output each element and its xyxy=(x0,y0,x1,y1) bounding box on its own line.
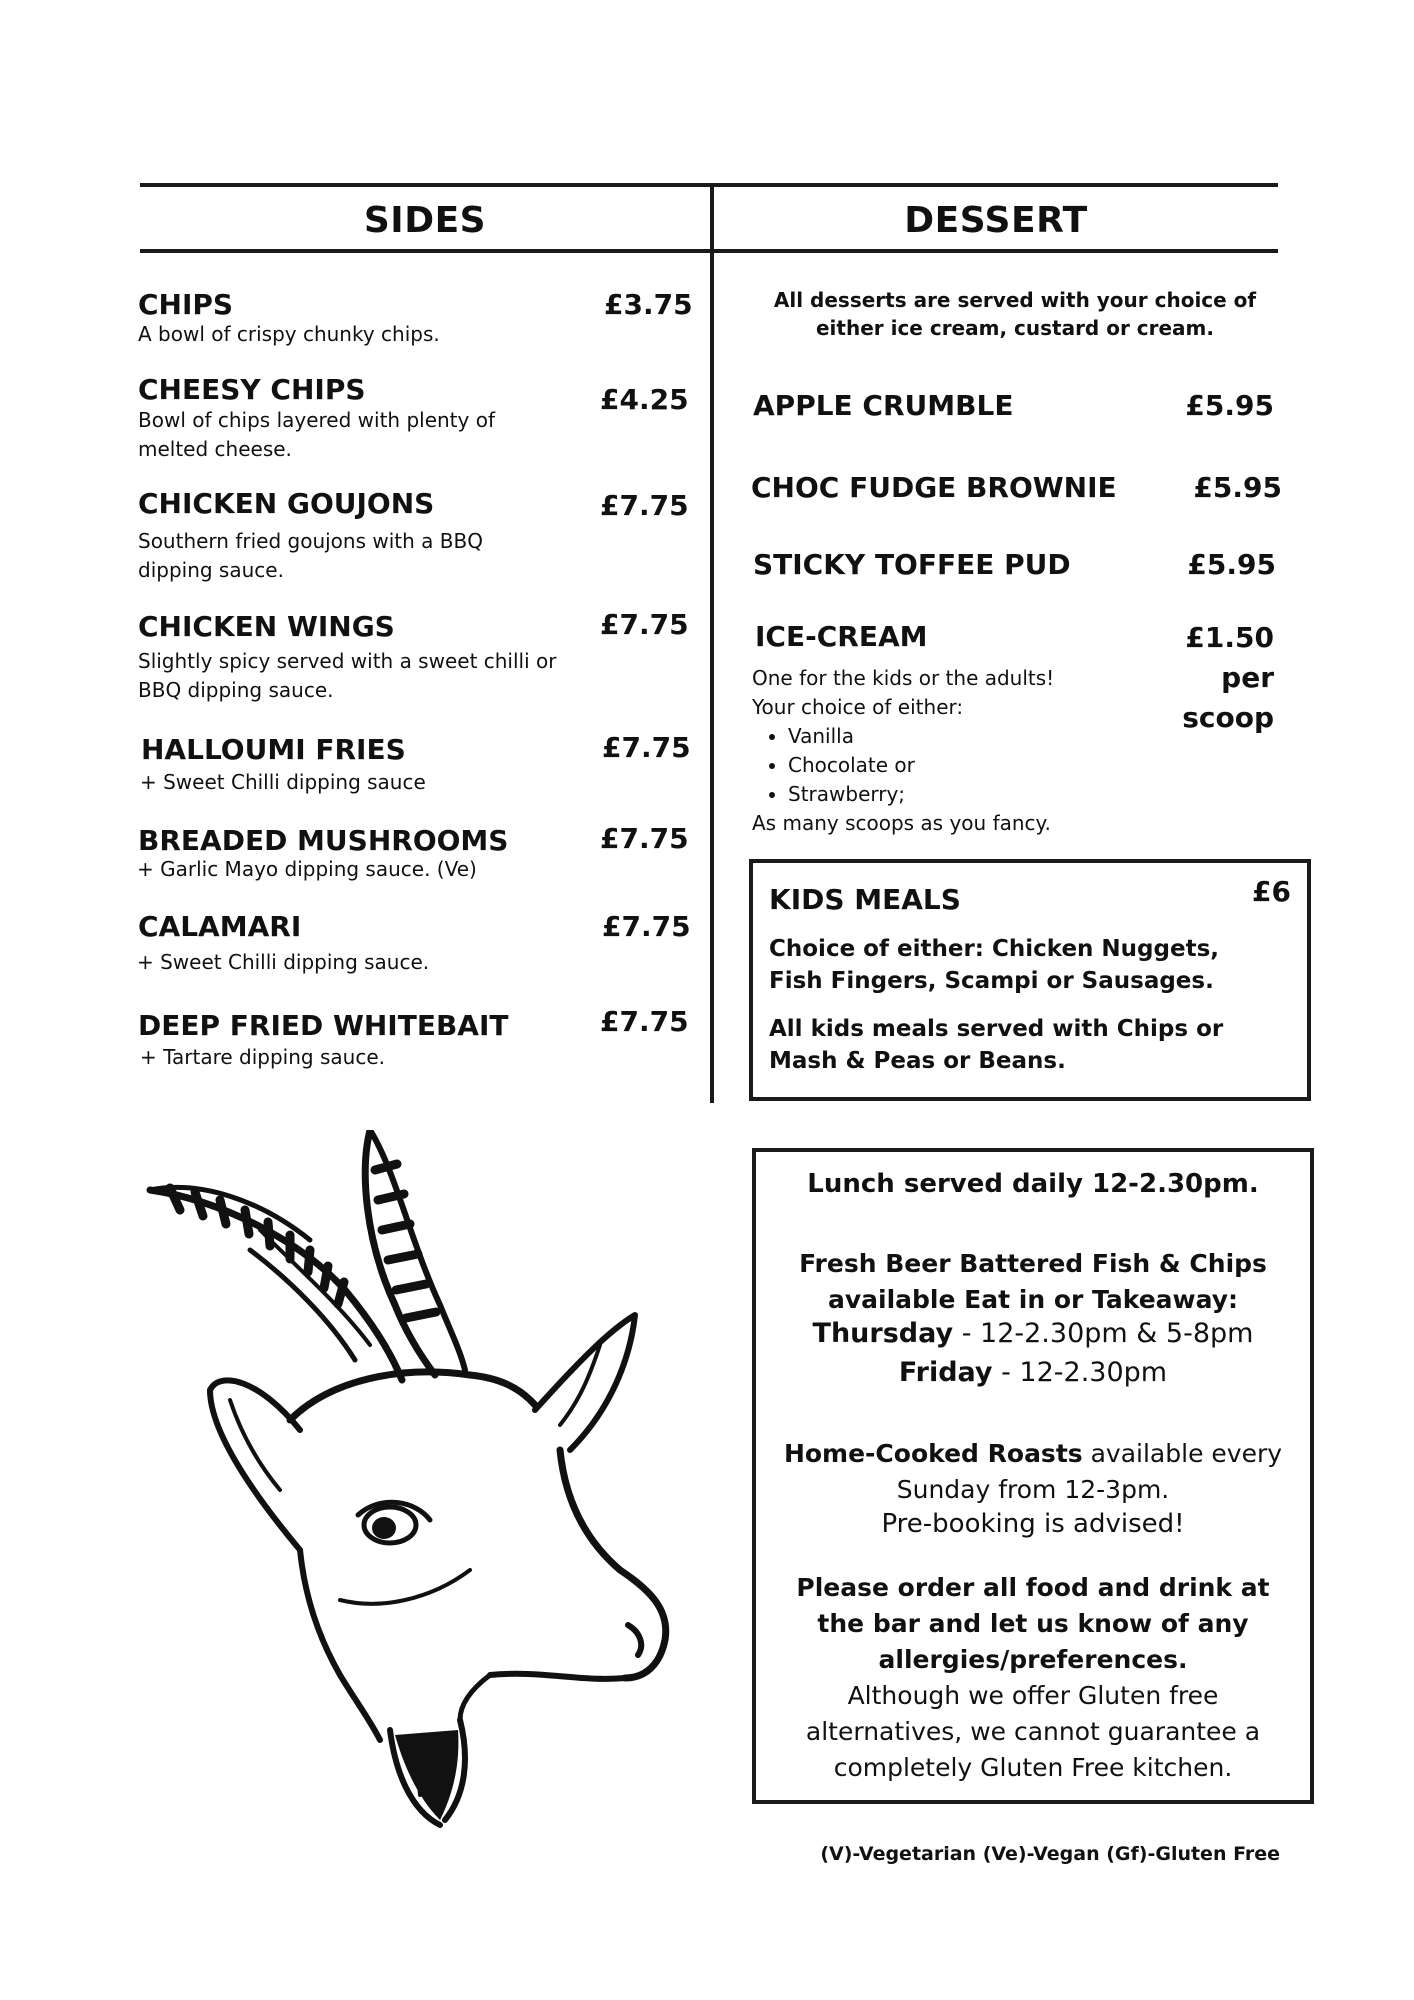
dessert-title: DESSERT xyxy=(904,200,1088,241)
side-name: BREADED MUSHROOMS xyxy=(138,824,509,857)
top-rule xyxy=(140,183,1278,187)
thursday-time: - 12-2.30pm & 5-8pm xyxy=(953,1318,1254,1349)
flavour-item: • Chocolate or xyxy=(788,751,1132,780)
dessert-price: £5.95 xyxy=(1185,389,1274,422)
icecream-desc-line1: One for the kids or the adults! xyxy=(752,666,1055,690)
side-desc: + Sweet Chilli dipping sauce. xyxy=(137,950,430,974)
flavour-list xyxy=(752,722,1132,809)
side-name: DEEP FRIED WHITEBAIT xyxy=(138,1009,509,1042)
kids-meals-sides: All kids meals served with Chips or Mash & Peas or Beans. xyxy=(769,1016,1224,1074)
side-desc: + Sweet Chilli dipping sauce xyxy=(140,770,426,794)
side-name: HALLOUMI FRIES xyxy=(141,733,406,766)
roasts-info xyxy=(776,1436,1290,1508)
icecream-price-per: per xyxy=(1221,661,1274,694)
friday-hours xyxy=(756,1355,1310,1391)
dessert-price: £5.95 xyxy=(1187,548,1276,581)
header-rule-right xyxy=(714,249,1278,253)
roasts-label: Home-Cooked Roasts xyxy=(783,1439,1083,1468)
order-instructions: Please order all food and drink at the bar and let us know of any allergies/preferences. xyxy=(796,1573,1270,1674)
side-price: £7.75 xyxy=(602,731,691,764)
icecream-desc xyxy=(752,664,1132,838)
side-name: CHIPS xyxy=(138,288,234,321)
side-desc: A bowl of crispy chunky chips. xyxy=(138,322,440,346)
kids-meals-title: KIDS MEALS xyxy=(769,883,961,916)
fish-chips-line2: available Eat in or Takeaway: xyxy=(827,1285,1239,1314)
thursday-label: Thursday xyxy=(812,1318,954,1349)
icecream-price xyxy=(1150,618,1274,738)
kids-meals-price: £6 xyxy=(1252,875,1291,908)
header-rule-left xyxy=(140,249,710,253)
fish-chips-line1: Fresh Beer Battered Fish & Chips xyxy=(799,1249,1267,1278)
side-price: £7.75 xyxy=(602,910,691,943)
side-name: CHICKEN GOUJONS xyxy=(138,487,435,520)
prebooking-note: Pre-booking is advised! xyxy=(881,1509,1185,1539)
side-desc: Slightly spicy served with a sweet chilli or BBQ dipping sauce. xyxy=(138,649,557,702)
side-name: CALAMARI xyxy=(138,910,302,943)
kids-meals-box xyxy=(749,859,1311,1101)
side-price: £7.75 xyxy=(600,1005,689,1038)
dessert-price: £5.95 xyxy=(1193,471,1282,504)
dessert-name: APPLE CRUMBLE xyxy=(753,389,1014,422)
sides-title: SIDES xyxy=(363,200,487,241)
thursday-hours xyxy=(756,1316,1310,1352)
roasts-text: available every Sunday from 12-3pm. xyxy=(896,1439,1283,1504)
side-price: £4.25 xyxy=(600,383,689,416)
side-name: CHEESY CHIPS xyxy=(138,373,366,406)
icecream-price-amount: £1.50 xyxy=(1185,621,1274,654)
side-desc: + Tartare dipping sauce. xyxy=(140,1045,385,1069)
flavour-item: • Strawberry; xyxy=(788,780,1132,809)
icecream-desc-line2: Your choice of either: xyxy=(752,695,964,719)
dessert-name: CHOC FUDGE BROWNIE xyxy=(751,471,1117,504)
icecream-price-scoop: scoop xyxy=(1182,701,1274,734)
side-desc: + Garlic Mayo dipping sauce. (Ve) xyxy=(137,857,477,881)
dessert-intro: All desserts are served with your choice of either ice cream, custard or cream. xyxy=(773,288,1257,340)
info-box xyxy=(752,1148,1314,1804)
side-price: £7.75 xyxy=(600,608,689,641)
side-desc: Bowl of chips layered with plenty of melted cheese. xyxy=(138,408,495,461)
kids-meals-choice: Choice of either: Chicken Nuggets, Fish Fingers, Scampi or Sausages. xyxy=(769,936,1219,994)
icecream-desc-line3: As many scoops as you fancy. xyxy=(752,811,1051,835)
dietary-legend: (V)-Vegetarian (Ve)-Vegan (Gf)-Gluten Free xyxy=(820,1843,1280,1865)
dessert-name: STICKY TOFFEE PUD xyxy=(753,548,1071,581)
flavour-item: • Vanilla xyxy=(788,722,1132,751)
icecream-name: ICE-CREAM xyxy=(755,620,928,653)
side-name: CHICKEN WINGS xyxy=(138,610,395,643)
friday-time: - 12-2.30pm xyxy=(992,1357,1168,1388)
column-divider xyxy=(710,185,714,1103)
friday-label: Friday xyxy=(898,1357,993,1388)
side-price: £7.75 xyxy=(600,822,689,855)
side-desc: Southern fried goujons with a BBQ dipping sauce. xyxy=(138,529,483,582)
gluten-note: Although we offer Gluten free alternatives, we cannot guarantee a completely Gluten Free kitchen. xyxy=(805,1681,1261,1782)
side-price: £3.75 xyxy=(604,288,693,321)
side-price: £7.75 xyxy=(600,489,689,522)
lunch-hours: Lunch served daily 12-2.30pm. xyxy=(807,1169,1259,1199)
goat-head-icon xyxy=(140,1130,680,1830)
